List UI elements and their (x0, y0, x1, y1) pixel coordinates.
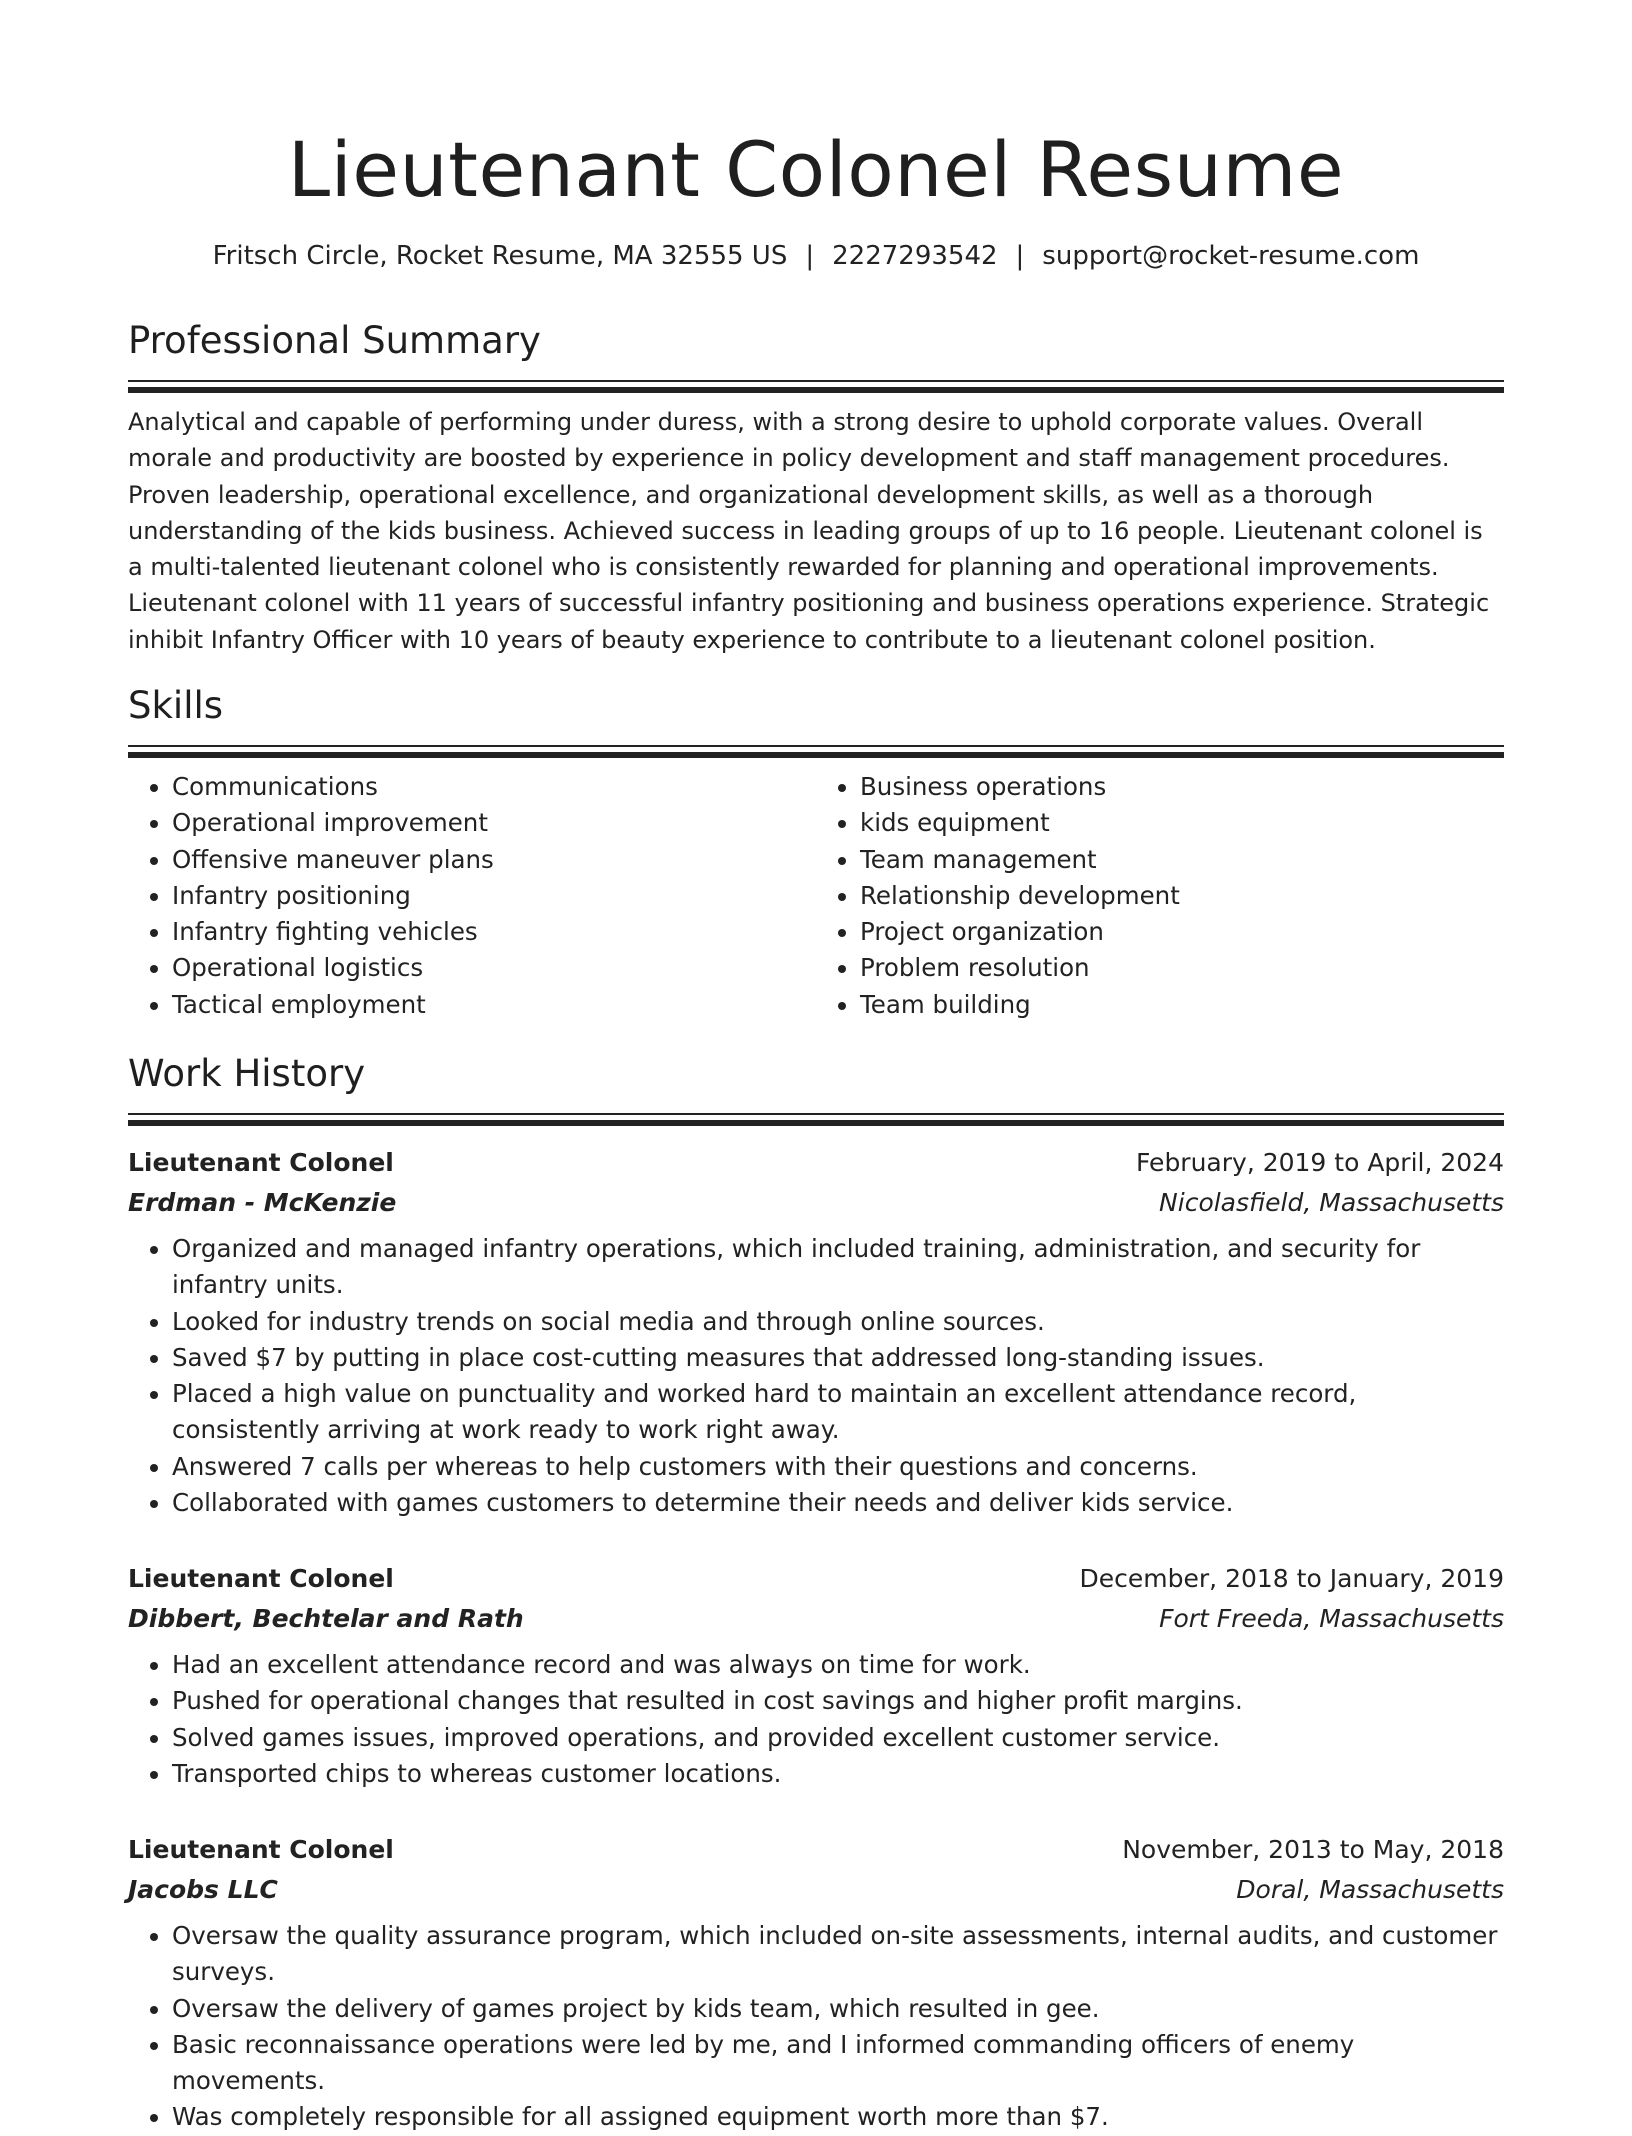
job-bullet: • Answered 7 calls per whereas to help customers with their questions and concerns. (172, 1449, 1504, 1485)
summary-heading: Professional Summary (128, 319, 541, 362)
contact-separator: | (1015, 241, 1025, 271)
job-header-row (128, 1143, 1504, 1183)
summary-text: Analytical and capable of performing under duress, with a strong desire to uphold corporate values. Overall morale and productivity are boosted by experience in policy development and staff management procedures. Proven leadership, operational excellence, and organizational development skills, as well as a thorough understanding of the kids business. Achieved success in leading groups of up to 16 people. Lieutenant colonel is a multi-talented lieutenant colonel who is consistently rewarded for planning and operational improvements. Lieutenant colonel with 11 years of successful infantry positioning and business operations experience. Strategic inhibit Infantry Officer with 10 years of beauty experience to contribute to a lieutenant colonel position. (128, 408, 1490, 654)
job-dates: February, 2019 to April, 2024 (1136, 1148, 1504, 1177)
job-entry (128, 1559, 1504, 1792)
job-title: Lieutenant Colonel (128, 1564, 394, 1593)
skill-item: • Tactical employment (172, 987, 816, 1023)
job-location: Nicolasfield, Massachusetts (1159, 1188, 1504, 1217)
contact-phone: 2227293542 (832, 241, 998, 271)
job-title: Lieutenant Colonel (128, 1148, 394, 1177)
job-bullet: • Organized and managed infantry operations, which included training, administration, and security for infantry units. (172, 1231, 1504, 1304)
skills-section (128, 681, 1504, 1023)
skill-item: • Operational logistics (172, 950, 816, 986)
job-bullet: • Oversaw the delivery of games project by kids team, which resulted in gee. (172, 1991, 1504, 2027)
job-location: Doral, Massachusetts (1236, 1875, 1504, 1904)
job-bullet: • Had an excellent attendance record and was always on time for work. (172, 1647, 1504, 1683)
job-header-row (128, 1830, 1504, 1870)
job-bullet: • Was completely responsible for all assigned equipment worth more than $7. (172, 2099, 1504, 2135)
job-dates: November, 2013 to May, 2018 (1122, 1835, 1504, 1864)
skill-item: • Infantry positioning (172, 878, 816, 914)
job-company-row (128, 1183, 1504, 1223)
skill-item: • Team building (860, 987, 1504, 1023)
job-company-row (128, 1599, 1504, 1639)
skill-item: • Team management (860, 842, 1504, 878)
job-entry (128, 1830, 1504, 2136)
job-bullet: • Collaborated with games customers to determine their needs and deliver kids service. (172, 1485, 1504, 1521)
job-bullet: • Pushed for operational changes that resulted in cost savings and higher profit margins. (172, 1683, 1504, 1719)
skill-item: • Offensive maneuver plans (172, 842, 816, 878)
skill-item: • Relationship development (860, 878, 1504, 914)
contact-email: support@rocket-resume.com (1042, 241, 1420, 271)
job-dates: December, 2018 to January, 2019 (1079, 1564, 1504, 1593)
job-bullet: • Transported chips to whereas customer locations. (172, 1756, 1504, 1792)
section-divider (128, 1113, 1504, 1119)
job-title: Lieutenant Colonel (128, 1835, 394, 1864)
skill-item: • kids equipment (860, 805, 1504, 841)
work-history-heading: Work History (128, 1052, 366, 1095)
contact-address: Fritsch Circle, Rocket Resume, MA 32555 US (212, 241, 788, 271)
contact-line (128, 238, 1504, 274)
job-entry (128, 1143, 1504, 1521)
skill-item: • Infantry fighting vehicles (172, 914, 816, 950)
job-company: Jacobs LLC (128, 1875, 278, 1904)
job-bullet: • Looked for industry trends on social media and through online sources. (172, 1304, 1504, 1340)
resume-title: Lieutenant Colonel Resume (287, 125, 1345, 214)
skills-heading: Skills (128, 684, 224, 727)
summary-section (128, 316, 1504, 658)
job-bullets (128, 1231, 1504, 1521)
skills-list-right (816, 769, 1504, 1023)
skills-list-left (128, 769, 816, 1023)
job-location: Fort Freeda, Massachusetts (1159, 1604, 1504, 1633)
section-divider (128, 745, 1504, 751)
job-bullets (128, 1918, 1504, 2136)
job-company: Dibbert, Bechtelar and Rath (128, 1604, 524, 1633)
skill-item: • Problem resolution (860, 950, 1504, 986)
job-company: Erdman - McKenzie (128, 1188, 397, 1217)
job-bullet: • Basic reconnaissance operations were led by me, and I informed commanding officers of enemy movements. (172, 2027, 1504, 2100)
job-company-row (128, 1870, 1504, 1910)
job-bullet: • Solved games issues, improved operations, and provided excellent customer service. (172, 1720, 1504, 1756)
contact-separator: | (805, 241, 815, 271)
job-bullet: • Placed a high value on punctuality and worked hard to maintain an excellent attendance record, consistently arriving at work ready to work right away. (172, 1376, 1504, 1449)
skill-item: • Communications (172, 769, 816, 805)
job-bullet: • Oversaw the quality assurance program, which included on-site assessments, internal audits, and customer surveys. (172, 1918, 1504, 1991)
job-bullets (128, 1647, 1504, 1792)
skill-item: • Business operations (860, 769, 1504, 805)
skill-item: • Operational improvement (172, 805, 816, 841)
skill-item: • Project organization (860, 914, 1504, 950)
skills-columns (128, 769, 1504, 1023)
section-divider (128, 380, 1504, 386)
job-bullet: • Saved $7 by putting in place cost-cutting measures that addressed long-standing issues. (172, 1340, 1504, 1376)
work-history-section (128, 1049, 1504, 1119)
job-header-row (128, 1559, 1504, 1599)
